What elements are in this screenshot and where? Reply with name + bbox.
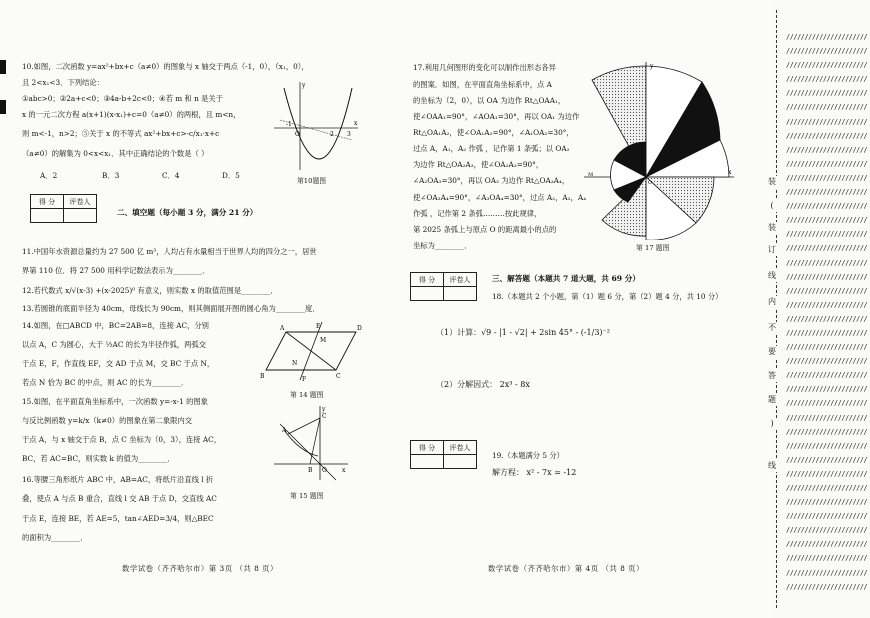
q10-option-d: D．5 [222, 171, 240, 180]
q16-line: 于点 E，连接 BE，若 AE=5，tan∠AED=3/4，则△BEC [22, 514, 214, 523]
hatch-line: ////////////////////// [786, 103, 868, 112]
hatch-line: ////////////////////// [786, 33, 868, 41]
hatch-line: ////////////////////// [786, 145, 868, 154]
svg-text:M: M [320, 337, 327, 344]
score-label: 得 分 [411, 441, 444, 455]
hatch-line: ////////////////////// [786, 89, 868, 98]
score-label: 得 分 [31, 195, 64, 209]
svg-text:O: O [322, 467, 327, 474]
svg-text:A: A [280, 325, 285, 332]
q18-part2: （2）分解因式： 2x³ - 8x [436, 380, 530, 389]
q15-caption: 第 15 题图 [290, 492, 324, 500]
svg-text:M: M [588, 172, 594, 178]
q17-line: 的坐标为（2，0），以 OA 为边作 Rt△OAA₁， [413, 96, 566, 105]
hatch-line: ////////////////////// [786, 61, 868, 70]
svg-text:O: O [648, 180, 653, 186]
hatch-line: ////////////////////// [786, 131, 868, 140]
q10-option-b: B．3 [102, 171, 120, 180]
hatch-line: ////////////////////// [786, 357, 868, 366]
q10-line: 10.如图，二次函数 y=ax²+bx+c（a≠0）的图象与 x 轴交于两点（-1，0），（x₁，0）， [22, 62, 309, 71]
svg-text:y: y [650, 63, 654, 70]
hatch-line: ////////////////////// [786, 343, 868, 352]
q10-line: 则 m<-1，n>2；⑤关于 x 的不等式 ax²+bx+c>-c/x₁·x+c [22, 129, 220, 138]
right-footer: 数学试卷（齐齐哈尔市）第 4页 （共 8 页） [488, 564, 644, 573]
binding-char: 线 [768, 461, 776, 470]
q17-line: 第 2025 条弧上与原点 O 的距离最小的点的 [413, 225, 557, 234]
svg-text:x: x [354, 120, 358, 127]
svg-text:E: E [316, 323, 321, 330]
q14-line: 若点 N 恰为 BC 的中点，则 AC 的长为________． [22, 378, 189, 387]
svg-text:y: y [322, 406, 326, 413]
hatch-line: ////////////////////// [786, 300, 868, 309]
q19-header: 19.（本题满分 5 分） [492, 451, 564, 460]
hatch-line: ////////////////////// [786, 512, 868, 521]
q14-line: 于点 E，F，作直线 EF，交 AD 于点 M，交 BC 于点 N， [22, 359, 215, 368]
svg-text:C: C [336, 373, 341, 380]
svg-text:-1: -1 [286, 121, 292, 128]
binding-char: 内 [768, 297, 776, 306]
binding-hatch [786, 30, 866, 594]
score-label: 得 分 [411, 273, 444, 287]
hatch-line: ////////////////////// [786, 328, 868, 337]
q14-line: 以点 A，C 为圆心，大于 ½AC 的长为半径作弧，两弧交 [22, 340, 206, 349]
grader-label: 评卷人 [444, 273, 477, 287]
hatch-line: ////////////////////// [786, 413, 868, 422]
hatch-line: ////////////////////// [786, 272, 868, 281]
svg-text:F: F [302, 376, 307, 382]
left-page [0, 0, 400, 618]
hatch-line: ////////////////////// [786, 314, 868, 323]
q19-equation: 解方程： x² - 7x = -12 [492, 468, 577, 477]
score-cell [411, 287, 444, 301]
hatch-line: ////////////////////// [786, 582, 868, 591]
q17-spiral-figure [584, 60, 734, 240]
binding-strip [770, 0, 870, 618]
score-cell [31, 209, 64, 223]
hatch-line: ////////////////////// [786, 371, 868, 380]
q15-line: 15.如图，在平面直角坐标系中，一次函数 y=-x-1 的图象 [22, 397, 208, 406]
section3-title: 三、解答题（本题共 7 道大题，共 69 分） [492, 274, 640, 283]
q13: 13.若圆锥的底面半径为 40cm，母线长为 90cm，则其侧面展开图的圆心角为________度． [22, 304, 320, 313]
q16-line: 16.等腰三角形纸片 ABC 中，AB=AC，将纸片沿直线 l 折 [22, 475, 214, 484]
q17-line: Rt△OA₁A₂，使∠OA₁A₂=90°，∠A₁OA₂=30°， [413, 128, 574, 137]
svg-text:2: 2 [330, 131, 334, 138]
hatch-line: ////////////////////// [786, 188, 868, 197]
hatch-line: ////////////////////// [786, 202, 868, 211]
q17-line: ∠A₂OA₃=30°，再以 OA₃ 为边作 Rt△OA₃A₄， [413, 176, 570, 185]
grader-label: 评卷人 [444, 441, 477, 455]
q17-line: 的图案．如图，在平面直角坐标系中，点 A [413, 80, 552, 89]
binding-char: 要 [768, 347, 776, 356]
binding-char: 装 [768, 177, 776, 186]
q10-line: ①abc>0；②2a+c<0；③4a-b+2c<0；④若 m 和 n 是关于 [22, 94, 223, 103]
grader-cell [444, 455, 477, 469]
q17-line: 过点 A，A₁，A₂ 作弧 ，记作第 1 条弧；以 OA₂ [413, 144, 570, 153]
hatch-line: ////////////////////// [786, 427, 868, 436]
hatch-line: ////////////////////// [786, 484, 868, 492]
grader-label: 评卷人 [64, 195, 97, 209]
svg-text:A: A [282, 427, 287, 434]
score-cell [411, 455, 444, 469]
hatch-line: ////////////////////// [786, 399, 868, 408]
binding-char: 题 [768, 395, 776, 404]
q11-line: 界第 110 位．将 27 500 用科学记数法表示为________． [22, 266, 210, 275]
svg-text:N: N [292, 360, 298, 367]
svg-text:3: 3 [347, 131, 351, 138]
hatch-line: ////////////////////// [786, 526, 868, 535]
right-page [400, 0, 770, 618]
svg-text:C: C [322, 413, 327, 420]
q17-line: 作弧 ，记作第 2 条弧………按此规律， [413, 209, 542, 218]
hatch-line: ////////////////////// [786, 173, 868, 182]
q10-caption: 第10题图 [297, 177, 327, 185]
hatch-line: ////////////////////// [786, 455, 868, 464]
binding-char: ( [767, 200, 777, 212]
score-table-q19 [410, 440, 477, 469]
q16-line: 叠，使点 A 与点 B 重合，直线 l 交 AB 于点 D，交直线 AC [22, 494, 217, 503]
svg-text:x: x [728, 169, 732, 176]
grader-cell [444, 287, 477, 301]
binding-char: 订 [768, 245, 776, 254]
hatch-line: ////////////////////// [786, 244, 868, 253]
svg-text:x: x [342, 467, 346, 474]
score-table-section2 [30, 194, 97, 223]
q15-line: BC，若 AC=BC，则实数 k 的值为________． [22, 454, 175, 463]
q10-line: 且 2<x₁<3．下列结论： [22, 78, 104, 87]
q17-line: 坐标为________． [413, 241, 472, 250]
score-table-section3 [410, 272, 477, 301]
hatch-line: ////////////////////// [786, 469, 868, 478]
q11-line: 11.中国年水资源总量约为 27 500 亿 m³，人均占有水量相当于世界人均的四分之一，居世 [22, 247, 317, 256]
hatch-line: ////////////////////// [786, 258, 868, 267]
section2-title: 二、填空题（每小题 3 分，满分 21 分） [117, 208, 258, 217]
svg-text:O: O [295, 131, 300, 138]
cut-line [776, 10, 777, 608]
binding-char: ) [767, 418, 777, 430]
q10-line: x 的一元二次方程 a(x+1)(x-x₁)+c=0（a≠0）的两根，且 m<n， [22, 110, 241, 119]
q17-line: 使∠OAA₁=90°，∠AOA₁=30°，再以 OA₁ 为边作 [413, 112, 580, 121]
q18-header: 18.（本题共 2 个小题，第（1）题 6 分，第（2）题 4 分，共 10 分） [492, 292, 723, 301]
binding-char: 不 [768, 323, 776, 332]
hatch-line: ////////////////////// [786, 441, 868, 450]
svg-text:B: B [260, 373, 265, 380]
svg-text:D: D [357, 325, 362, 332]
q17-line: 为边作 Rt△OA₂A₃，使∠OA₂A₃=90°， [413, 160, 544, 169]
hatch-line: ////////////////////// [786, 75, 868, 84]
q17-caption: 第 17 题图 [636, 244, 670, 252]
svg-text:B: B [308, 467, 313, 474]
left-footer: 数学试卷（齐齐哈尔市）第 3页 （共 8 页） [122, 564, 278, 573]
q10-option-a: A．2 [40, 171, 58, 180]
hatch-line: ////////////////////// [786, 498, 868, 507]
binding-marks-left [0, 60, 6, 74]
q17-line: 使∠OA₃A₄=90°，∠A₃OA₄=30°，过点 A₂，A₃，A₄ [413, 193, 587, 202]
binding-char: 答 [768, 371, 776, 380]
hatch-line: ////////////////////// [786, 540, 868, 549]
hatch-line: ////////////////////// [786, 230, 868, 239]
q15-coordinate-figure [270, 404, 350, 482]
binding-marks-left-2 [0, 100, 6, 114]
q15-line: 于点 A，与 x 轴交于点 B，点 C 坐标为（0，3），连接 AC， [22, 435, 221, 444]
grader-cell [64, 209, 97, 223]
binding-char: 线 [768, 271, 776, 280]
q15-line: 与反比例函数 y=k/x（k≠0）的图象在第二象限内交 [22, 416, 193, 425]
hatch-line: ////////////////////// [786, 385, 868, 394]
hatch-line: ////////////////////// [786, 568, 868, 577]
q17-line: 17.利用几何图形的变化可以制作出形态各异 [413, 63, 556, 72]
hatch-line: ////////////////////// [786, 159, 868, 168]
hatch-line: ////////////////////// [786, 117, 868, 126]
hatch-line: ////////////////////// [786, 47, 868, 56]
q10-option-c: C．4 [162, 171, 180, 180]
q18-part1: （1）计算：√9 - |1 - √2| + 2sin 45° - (-1/3)⁻² [436, 328, 610, 337]
q10-line: （a≠0）的解集为 0<x<x₁．其中正确结论的个数是（ ） [22, 149, 209, 158]
svg-text:y: y [302, 82, 306, 89]
q12: 12.若代数式 x/√(x-3) +(x-2025)⁰ 有意义，则实数 x 的取值范围是________． [22, 286, 278, 295]
q14-line: 14.如图，在□ABCD 中，BC=2AB=8，连接 AC，分别 [22, 321, 209, 330]
hatch-line: ////////////////////// [786, 216, 868, 225]
hatch-line: ////////////////////// [786, 286, 868, 295]
q10-parabola-figure [272, 80, 360, 172]
q14-caption: 第 14 题图 [290, 391, 324, 399]
q14-parallelogram-figure [258, 320, 368, 382]
binding-char: 装 [768, 223, 776, 232]
hatch-line: ////////////////////// [786, 554, 868, 563]
q16-line: 的面积为________． [22, 533, 88, 542]
